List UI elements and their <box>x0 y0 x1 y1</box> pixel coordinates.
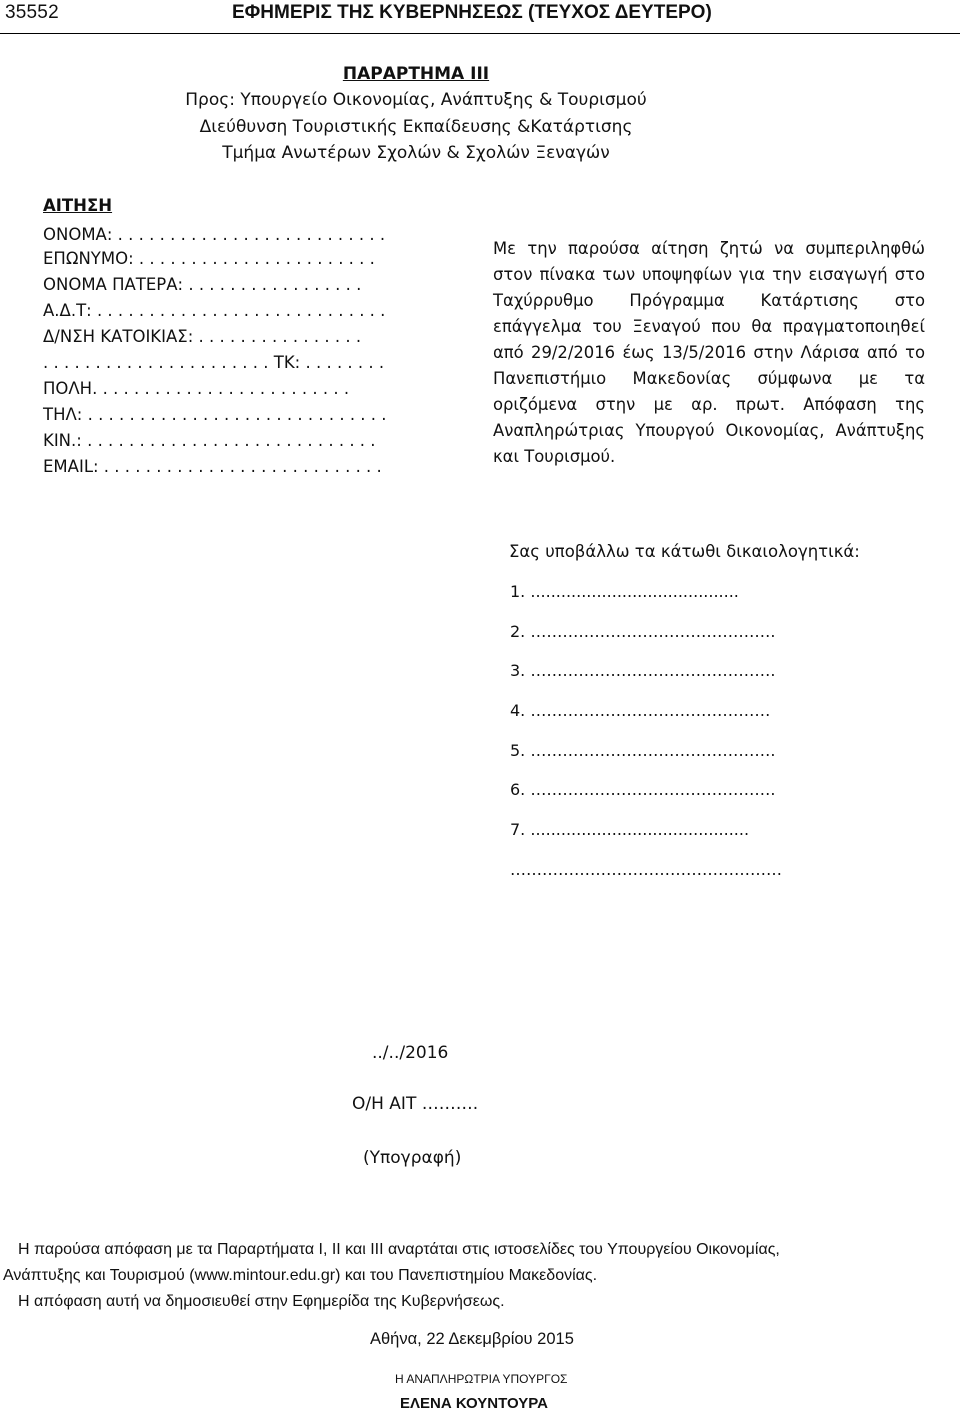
document-item: 3. ………………………………………. <box>510 661 776 680</box>
annex-title: ΠΑΡΑΡΤΗΜΑ ΙΙΙ <box>342 64 490 84</box>
recipient-line: Προς: Υπουργείο Οικονομίας, Ανάπτυξης & Τουρισμού <box>185 90 647 110</box>
documents-intro: Σας υποβάλλω τα κάτωθι δικαιολογητικά: <box>509 542 860 561</box>
address-field: Δ/ΝΣΗ ΚΑΤΟΙΚΙΑΣ: . . . . . . . . . . . . . . . . <box>43 327 362 346</box>
application-title: ΑΙΤΗΣΗ <box>43 196 113 215</box>
document-item: …………………………………………… <box>510 860 782 879</box>
place-and-date: Αθήνα, 22 Δεκεμβρίου 2015 <box>370 1330 574 1348</box>
id-card-field: Α.Δ.Τ: . . . . . . . . . . . . . . . . . . . . . . . . . . . . <box>43 301 386 320</box>
page-number: 35552 <box>5 2 59 23</box>
gazette-title: ΕΦΗΜΕΡΙΣ ΤΗΣ ΚΥΒΕΡΝΗΣΕΩΣ (ΤΕΥΧΟΣ ΔΕΥΤΕΡΟ) <box>232 2 712 23</box>
signature-label: (Υπογραφή) <box>363 1148 462 1168</box>
directorate-line: Διεύθυνση Τουριστικής Εκπαίδευσης &Κατάρτισης <box>199 117 633 137</box>
applicant-line: Ο/Η ΑΙΤ ………. <box>352 1094 479 1114</box>
document-item: 1. ......................................... <box>510 582 739 601</box>
document-item: 5. ………………………………………. <box>510 741 776 760</box>
department-line: Τμήμα Ανωτέρων Σχολών & Σχολών Ξεναγών <box>222 143 610 163</box>
publication-paragraph-line-1: Η παρούσα απόφαση με τα Παραρτήματα Ι, ΙΙ και ΙΙΙ αναρτάται στις ιστοσελίδες του Υπουργείου Οικονομίας, <box>18 1241 780 1258</box>
document-item: 7. ........................................... <box>510 820 750 839</box>
email-field: EMAIL: . . . . . . . . . . . . . . . . . . . . . . . . . . . <box>43 457 382 476</box>
mobile-field: ΚΙΝ.: . . . . . . . . . . . . . . . . . . . . . . . . . . . . <box>43 431 376 450</box>
publication-paragraph-line-2: Ανάπτυξης και Τουρισμού (www.mintour.edu.gr) και του Πανεπιστημίου Μακεδονίας. <box>3 1267 598 1284</box>
minister-title: Η ΑΝΑΠΛΗΡΩΤΡΙΑ ΥΠΟΥΡΓΟΣ <box>395 1372 568 1386</box>
phone-field: ΤΗΛ: . . . . . . . . . . . . . . . . . . . . . . . . . . . . . <box>43 405 387 424</box>
gazette-publication-paragraph: Η απόφαση αυτή να δημοσιευθεί στην Εφημερίδα της Κυβερνήσεως. <box>18 1293 505 1310</box>
application-date: ../../2016 <box>372 1043 449 1063</box>
city-field: ΠΟΛΗ. . . . . . . . . . . . . . . . . . . . . . . . . <box>43 379 350 398</box>
document-item: 4. ……………………………………… <box>510 701 771 720</box>
document-item: 6. ………………………………………. <box>510 780 776 799</box>
name-field: ΟΝΟΜΑ: . . . . . . . . . . . . . . . . . . . . . . . . . . <box>43 225 386 244</box>
minister-name: ΕΛΕΝΑ ΚΟΥΝΤΟΥΡΑ <box>400 1395 548 1412</box>
header-divider <box>0 33 960 34</box>
postal-code-field: . . . . . . . . . . . . . . . . . . . . . . ΤΚ: . . . . . . . . <box>43 353 385 372</box>
father-name-field: ΟΝΟΜΑ ΠΑΤΕΡΑ: . . . . . . . . . . . . . . . . . <box>43 275 362 294</box>
request-text: Με την παρούσα αίτηση ζητώ να συμπεριληφθώ στον πίνακα των υποψηφίων για την εισαγωγή στο Ταχύρρυθμο Πρόγραμμα Κατάρτισης στο επάγγελμα του Ξεναγού που θα πραγματοποιηθεί από 29/2/2016 έως 13/5/2016 στην Λάρισα από το Πανεπιστήμιο Μακεδονίας σύμφωνα με τα οριζόμενα στην με αρ. πρωτ. Απόφαση της Αναπληρώτριας Υπουργού Οικονομίας, Ανάπτυξης και Τουρισμού. <box>493 239 925 466</box>
surname-field: ΕΠΩΝΥΜΟ: . . . . . . . . . . . . . . . . . . . . . . . <box>43 249 375 268</box>
document-item: 2. ………………………………………. <box>510 622 776 641</box>
